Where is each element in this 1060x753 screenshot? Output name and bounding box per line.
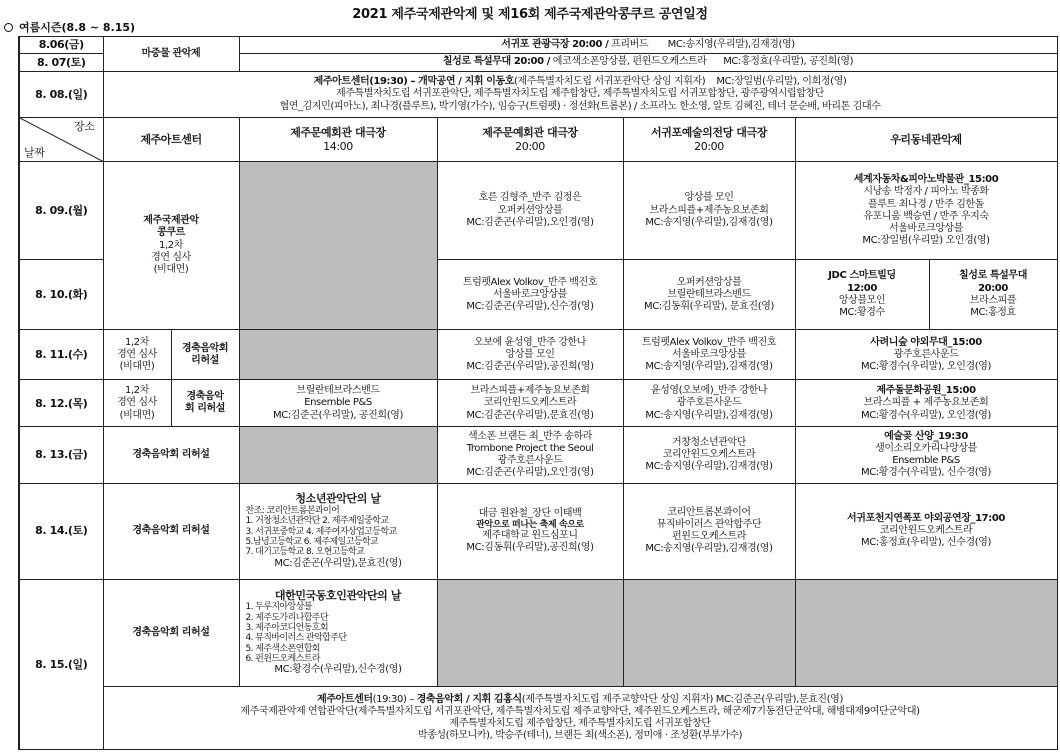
row-0811: [19, 330, 1057, 380]
event-line: MC:송지영(우리말),김재경(영): [645, 461, 773, 473]
event-title: 예술곶 산양_19:30: [884, 430, 968, 442]
amateur-band-list: [242, 602, 435, 664]
event-title: 12:00: [847, 282, 877, 294]
list-item: 3. 제주아코디언동호회: [245, 623, 328, 634]
date-cell: 8. 07(토): [19, 54, 103, 72]
rehearsal-cell: [171, 380, 239, 427]
rehearsal-cell: [171, 330, 239, 380]
opening-title: 제주아트센터(19:30) – 개막공연 / 지휘 이동호: [313, 76, 514, 88]
event-cell: [795, 260, 929, 330]
list-item: 6. 펀윈드오케스트라: [245, 654, 320, 665]
event-line: MC:홍정효: [970, 307, 1016, 318]
rehearsal-cell: 경축음악회 리허설: [103, 427, 239, 483]
date-cell: 8. 13.(금): [19, 427, 103, 483]
event-performers: 에코색소폰앙상블, 펀윈드오케스트라: [550, 56, 707, 68]
list-item: 1. 두루지아앙상블: [245, 602, 312, 613]
event-line: 제주대학교 윈드심포니: [482, 530, 578, 542]
event-line: 광주호른사운드: [676, 397, 742, 409]
closing-time: (19:30) –: [372, 693, 417, 705]
event-mc: MC:홍정효(우리말), 공진희(영): [723, 56, 854, 68]
event-line: MC:황경수(우리말), 오인경(영): [861, 409, 991, 421]
event-mc: MC:황경수(우리말),신수경(영): [274, 664, 402, 676]
event-mc: MC:김준곤(우리말),문효진(영): [274, 557, 402, 569]
event-cell: [623, 260, 795, 330]
venue-header-row: [19, 118, 1057, 162]
row-0806: [19, 37, 1057, 54]
event-line: MC:김준곤(우리말),문효진(영): [466, 409, 594, 421]
list-item: 찬조: 코리안트롬본콰이어: [245, 505, 340, 516]
exam-line: 1,2차: [125, 336, 149, 348]
event-performers: 프리버드: [608, 38, 649, 50]
closing-title: 경축음악회 / 지휘 김홍식: [416, 693, 522, 705]
event-0807: [239, 54, 1057, 72]
amateur-band-day-cell: [239, 579, 437, 686]
row-0812: [19, 380, 1057, 427]
empty-slot: [239, 330, 437, 380]
exam-line: (비대면): [119, 360, 155, 372]
event-line: 대금 원완철_장단 이태백: [478, 507, 582, 519]
event-line: 트럼펫Alex Volkov_반주 백진호: [641, 336, 777, 348]
row-0813: [19, 427, 1057, 483]
event-line: MC:김준곤(우리말), 공진희(영): [273, 409, 403, 421]
exam-line: 경연 심사: [117, 397, 157, 409]
header-venue-b: [437, 118, 623, 162]
event-cell: [795, 330, 1057, 380]
event-cell: [795, 427, 1057, 483]
venue-a-name: 제주문예회관 대극장: [290, 126, 386, 140]
event-cell: [623, 380, 795, 427]
event-cell: [795, 483, 1057, 579]
date-cell: 8. 11.(수): [19, 330, 103, 380]
list-item: 5.남녕고등학교 6. 제주제일고등학교: [245, 536, 379, 547]
contest-line: (비대면): [153, 264, 189, 276]
youth-band-day-cell: [239, 483, 437, 579]
event-line: MC:김준곤(우리말),오인경(영): [466, 216, 594, 228]
header-venue-c: [623, 118, 795, 162]
event-line: 브릴란테브라스밴드: [296, 385, 380, 397]
list-item: 3. 서귀포중학교 4. 제주여자상업고등학교: [245, 526, 397, 537]
opening-line: [106, 76, 1055, 88]
event-cell: [437, 427, 623, 483]
list-item: 4. 뮤직바이러스 관악합주단: [245, 633, 347, 644]
closing-line: [106, 694, 1055, 706]
empty-slot: [239, 162, 437, 330]
rehearsal-cell: 경축음악회 리허설: [103, 579, 239, 686]
closing-conductor-note: (제주특별자치도립 제주교향악단 상임 지휘자) MC:김준곤(우리말),문효진(영): [521, 693, 843, 705]
event-line: 관악으로 떠나는 축제 속으로: [476, 519, 584, 530]
event-line: 거창청소년관악단: [671, 436, 747, 448]
event-line: MC:황경수: [839, 307, 885, 318]
event-mc: MC:송지영(우리말),김재경(영): [667, 38, 795, 50]
event-title: 제주돌문화공원_15:00: [876, 385, 976, 397]
closing-ensembles: 제주국제관악제 연합관악단(제주특별자치도립 서귀포관악단, 제주특별자치도립 제주교향악단, 제주윈드오케스트라, 해군제7기동전단군악대, 해병대제9여단군악대): [240, 705, 920, 717]
venue-c-time: 20:00: [694, 139, 724, 153]
event-venue: 서귀포 관광극장 20:00 /: [501, 38, 609, 50]
event-title: 서귀포천지연폭포 야외공연장_17:00: [847, 512, 1005, 524]
exam-line: 경연 심사: [117, 348, 157, 360]
exam-line: (비대면): [119, 409, 155, 421]
event-line: 트럼펫Alex Volkov_반주 백진호: [462, 276, 598, 288]
date-cell: 8. 14.(토): [19, 483, 103, 579]
page-title: 2021 제주국제관악제 및 제16회 제주국제관악콩쿠르 공연일정: [352, 7, 708, 22]
contest-line: 콩쿠르: [157, 227, 185, 239]
event-cell: [437, 380, 623, 427]
rehearsal-line: 리허설: [191, 354, 219, 366]
event-cell: [623, 330, 795, 380]
list-item: 7. 대기고등학교 8. 오현고등학교: [245, 547, 365, 558]
event-line: 앙상블 모인: [505, 348, 555, 360]
event-line: 앙상블 모인: [684, 192, 734, 204]
schedule-table: [18, 36, 1058, 750]
closing-soloists: 박종성(하모니카), 박승주(테너), 브랜든 최(색소폰), 정미애 · 조성환(부부가수): [417, 730, 743, 742]
event-line: 오퍼커션앙상블: [497, 204, 563, 216]
event-line: 브라스피플+제주농요보존회: [470, 385, 590, 397]
corner-date-label: 날짜: [24, 145, 45, 159]
list-item: 2. 제주도가리나합주단: [245, 612, 328, 623]
event-cell: [623, 162, 795, 260]
rehearsal-cell: 경축음악회 리허설: [103, 483, 239, 579]
event-line: 플루트 최나경 / 반주 김한돌: [868, 198, 984, 210]
header-venue-a: [239, 118, 437, 162]
contest-line: 1,2차: [159, 239, 183, 251]
event-line: Trombone Project the Seoul: [466, 442, 594, 454]
event-cell: [795, 162, 1057, 260]
date-cell: 8. 10.(화): [19, 260, 103, 330]
opening-mc: MC:장일범(우리말), 이희정(영): [716, 76, 847, 88]
empty-slot: [623, 579, 795, 686]
event-line: MC:김준곤(우리말),오인경(영): [466, 467, 594, 479]
event-cell: [239, 380, 437, 427]
rehearsal-line: 경축음악회: [181, 342, 229, 354]
event-cell: [623, 483, 795, 579]
exam-cell: [103, 330, 171, 380]
circle-bullet-icon: [4, 23, 13, 32]
event-line: 서울바로크앙상블: [888, 222, 964, 234]
event-title: 칠성로 특설무대: [959, 270, 1027, 282]
event-line: MC:송지영(우리말),김재경(영): [645, 216, 773, 228]
event-line: 코리안윈드오케스트라: [483, 397, 577, 409]
event-line: 앙상블모인: [838, 294, 886, 306]
season-label: 여름시즌(8.8 ~ 8.15): [19, 21, 136, 34]
event-0808: [103, 72, 1057, 118]
header-venue-d: 우리동네관악제: [795, 118, 1057, 162]
event-title: JDC 스마트빌딩: [828, 270, 896, 282]
contest-cell: [103, 162, 239, 330]
event-0806: [239, 37, 1057, 54]
event-line: 브라스피플: [969, 294, 1017, 306]
event-cell: [437, 162, 623, 260]
date-cell: 8. 09.(월): [19, 162, 103, 260]
event-line: 브릴란테브라스밴드: [667, 288, 751, 300]
rehearsal-line: 회 리허설: [184, 403, 226, 415]
event-line: 색소폰 브랜든 최_반주 송하라: [467, 430, 593, 442]
madang-label: 마중물 관악제: [103, 37, 239, 72]
contest-line: 경연 심사: [151, 251, 191, 263]
contest-line: 제주국제관악: [143, 215, 199, 227]
date-cell: 8.06(금): [19, 37, 103, 54]
event-line: MC:홍정효(우리말), 신수경(영): [861, 537, 991, 549]
event-cell: [795, 380, 1057, 427]
event-line: 오퍼커션앙상블: [676, 276, 742, 288]
exam-line: 1,2차: [125, 385, 149, 397]
event-line: 호른 김형주_반주 김정은: [478, 192, 582, 204]
event-title: 세계자동차&피아노박물관_15:00: [853, 174, 999, 186]
event-cell: [623, 427, 795, 483]
rehearsal-line: 경축음악: [186, 391, 224, 403]
opening-ensembles: 제주특별자치도립 서귀포관악단, 제주특별자치도립 제주합창단, 제주특별자치도립 서귀포합창단, 광주광역시립합창단: [336, 88, 825, 100]
event-line: Ensemble P&S: [304, 397, 372, 409]
event-line: MC:황경수(우리말), 오인경(영): [861, 360, 991, 372]
event-line: MC:장일범(우리말) 오인경(영): [862, 235, 990, 247]
event-line: 광주호른사운드: [497, 455, 563, 467]
event-line: 시낭송 박정자 / 피아노 박종화: [863, 186, 989, 198]
closing-concert-cell: [103, 686, 1057, 749]
event-line: 코리안트롬본콰이어: [667, 506, 751, 518]
event-line: 윤성영(오보에)_반주 강한나: [650, 385, 768, 397]
opening-conductor-note: (제주특별자치도립 서귀포관악단 상임 지휘자): [514, 76, 706, 88]
event-line: 코리안윈드오케스트라: [879, 525, 973, 537]
event-line: MC:송지영(우리말),김재경(영): [645, 409, 773, 421]
event-line: 오보에 윤성영_반주 강한나: [473, 336, 587, 348]
event-cell: [437, 260, 623, 330]
row-0814: [19, 483, 1057, 579]
venue-b-time: 20:00: [515, 139, 545, 153]
date-cell: 8. 08.(일): [19, 72, 103, 118]
event-cell: [437, 330, 623, 380]
event-line: MC:송지영(우리말),김재경(영): [645, 543, 773, 555]
corner-venue-label: 장소: [74, 120, 95, 134]
corner-header: [19, 118, 103, 162]
event-line: 서울바로크앙상블: [492, 288, 568, 300]
venue-a-time: 14:00: [323, 139, 353, 153]
event-venue: 칠성로 특설무대 20:00 /: [442, 56, 551, 68]
list-item: 5. 제주색소폰연합회: [245, 643, 320, 654]
event-title: 청소년관악단의 날: [295, 492, 381, 506]
date-cell: 8. 15.(일): [19, 579, 103, 749]
season-heading: [4, 19, 135, 35]
closing-choirs: 제주특별자치도립 제주합창단, 제주특별자치도립 서귀포합창단: [449, 717, 711, 729]
event-line: 브라스피플 + 제주농요보존회: [863, 397, 989, 409]
row-0808: [19, 72, 1057, 118]
empty-slot: [239, 427, 437, 483]
event-line: MC:황경수(우리말), 신수경(영): [861, 467, 991, 479]
empty-slot: [795, 579, 1057, 686]
header-jeju-art-center: 제주아트센터: [103, 118, 239, 162]
event-title: 20:00: [978, 282, 1008, 294]
event-title: 대한민국동호인관악단의 날: [274, 588, 402, 602]
row-0815: [19, 579, 1057, 686]
youth-band-list: [242, 506, 435, 558]
opening-soloists: 협연_김지민(피아노), 최나경(플루트), 박기영(가수), 임승구(트럼펫) · 정선화(트롬본) / 소프라노 한소영, 알토 김혜진, 테너 문순배, 바리톤 김대수: [279, 100, 881, 112]
date-cell: 8. 12.(목): [19, 380, 103, 427]
event-line: 광주호른사운드: [893, 348, 959, 360]
event-line: MC:김준곤(우리말),신수경(영): [466, 300, 594, 312]
event-cell: [929, 260, 1057, 330]
event-line: MC:김동휘(우리말), 문효진(영): [644, 300, 774, 312]
empty-slot: [437, 579, 623, 686]
event-line: 서울바로크앙상블: [671, 348, 747, 360]
row-0815-closing: [19, 686, 1057, 749]
exam-cell: [103, 380, 171, 427]
closing-venue: 제주아트센터: [317, 693, 373, 705]
event-line: 뮤직바이러스 관악합주단: [656, 518, 762, 530]
event-cell: [437, 483, 623, 579]
event-title: 사려니숲 야외무대_15:00: [870, 336, 982, 348]
venue-b-name: 제주문예회관 대극장: [482, 126, 578, 140]
event-line: 펀윈드오케스트라: [671, 531, 747, 543]
event-line: MC:김준곤(우리말),공진희(영): [466, 360, 594, 372]
event-line: 브라스피플+제주농요보존회: [649, 204, 769, 216]
event-line: 코리안윈드오케스트라: [662, 448, 756, 460]
event-line: 생이소리오카리나앙상블: [875, 442, 977, 454]
event-line: MC:송지영(우리말),김재경(영): [645, 360, 773, 372]
event-line: MC:김동휘(우리말),공진희(영): [466, 542, 594, 554]
event-line: 유포니움 백승연 / 반주 우지숙: [863, 210, 989, 222]
venue-c-name: 서귀포예술의전당 대극장: [651, 126, 767, 140]
row-0809: [19, 162, 1057, 260]
list-item: 1. 거창청소년관악단 2. 제주제일중학교: [245, 516, 389, 527]
event-line: Ensemble P&S: [892, 455, 960, 467]
